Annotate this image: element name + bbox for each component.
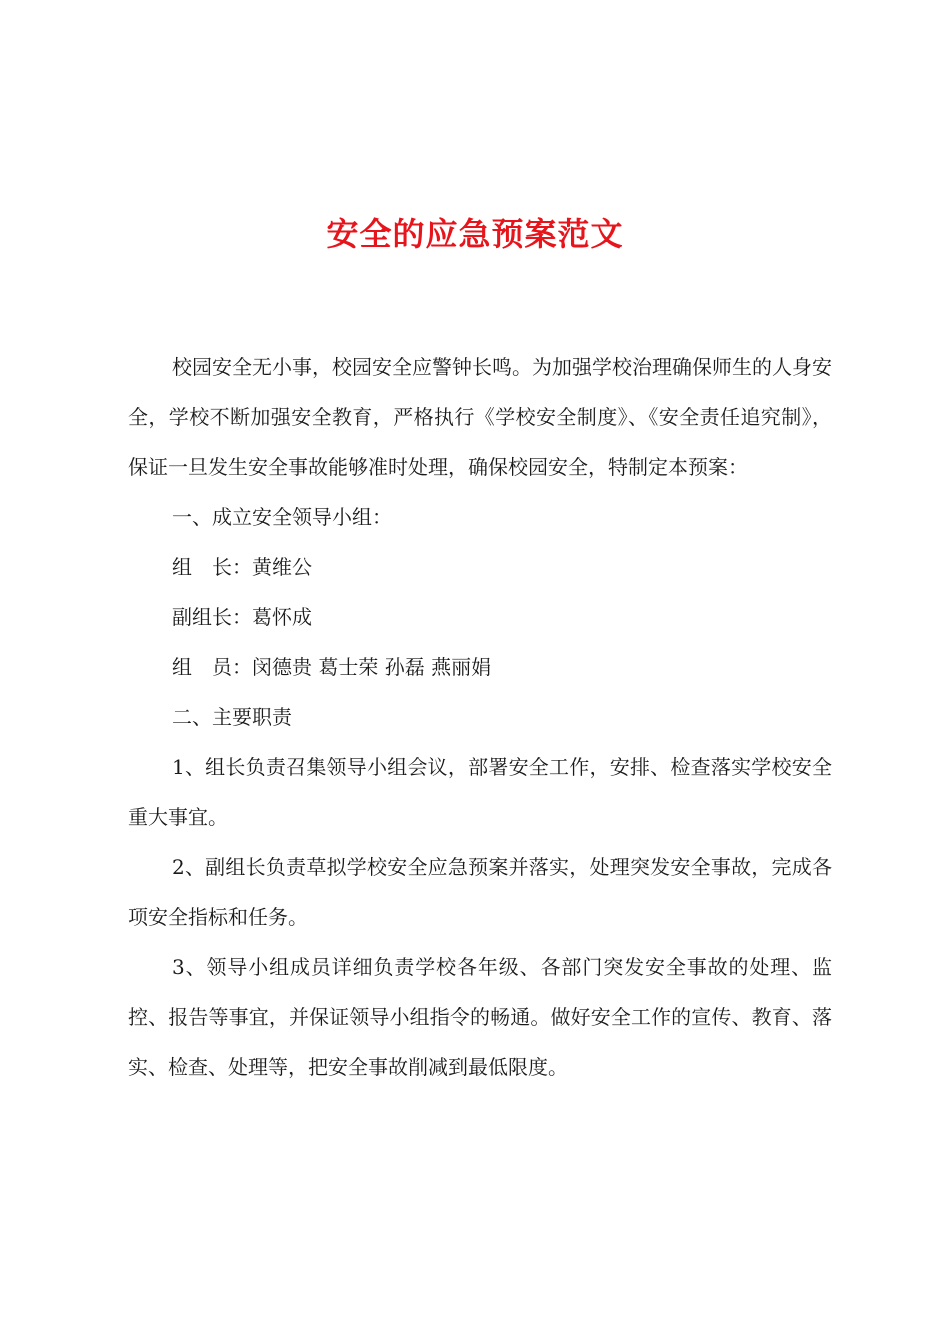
group-members-line: 组 员：闵德贵 葛士荣 孙磊 燕丽娟 xyxy=(172,655,492,679)
responsibility-item-1: 1、组长负责召集领导小组会议，部署安全工作，安排、检查落实学校安全重大事宜。 xyxy=(128,755,832,829)
section-heading-leadership-group: 一、成立安全领导小组： xyxy=(172,505,392,529)
section-heading-responsibilities: 二、主要职责 xyxy=(172,705,292,729)
document-body xyxy=(128,342,832,1092)
group-leader-line: 组 长：黄维公 xyxy=(172,555,312,579)
document-title: 安全的应急预案范文 xyxy=(326,215,624,253)
intro-paragraph: 校园安全无小事，校园安全应警钟长鸣。为加强学校治理确保师生的人身安全，学校不断加强安全教育，严格执行《学校安全制度》、《安全责任追究制》，保证一旦发生安全事故能够准时处理，确保校园安全，特制定本预案： xyxy=(128,355,832,479)
deputy-leader-line: 副组长：葛怀成 xyxy=(172,605,312,629)
responsibility-item-3: 3、领导小组成员详细负责学校各年级、各部门突发安全事故的处理、监控、报告等事宜，并保证领导小组指令的畅通。做好安全工作的宣传、教育、落实、检查、处理等，把安全事故削减到最低限度。 xyxy=(128,955,832,1079)
responsibility-item-2: 2、副组长负责草拟学校安全应急预案并落实，处理突发安全事故，完成各项安全指标和任务。 xyxy=(128,855,832,929)
